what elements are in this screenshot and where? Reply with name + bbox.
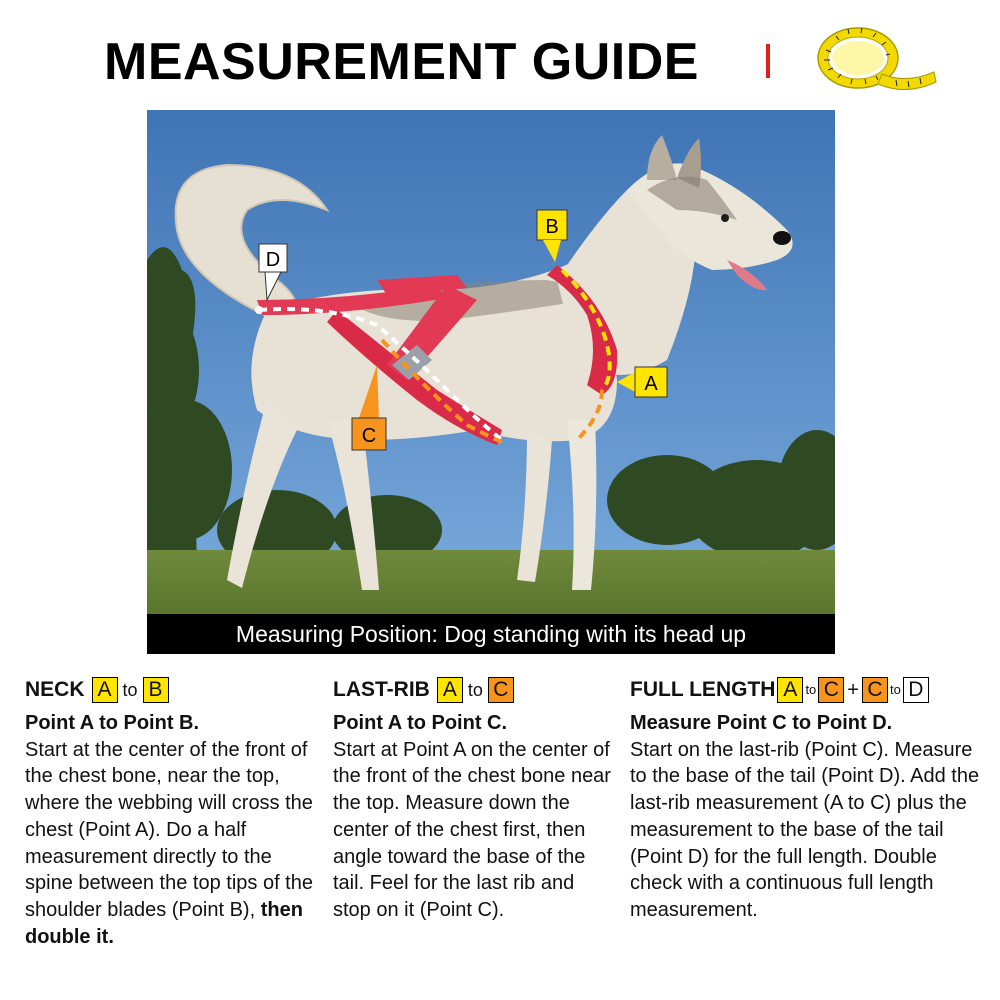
page-title: MEASUREMENT GUIDE	[104, 33, 699, 91]
dog-illustration	[147, 110, 835, 654]
marker-c-label: C	[361, 425, 377, 447]
neck-emphasis: then double it.	[25, 898, 303, 948]
full-length-section	[630, 674, 990, 924]
neck-heading: NECK	[25, 677, 85, 701]
full-length-badge-d: D	[903, 677, 929, 703]
neck-heading-row	[25, 674, 325, 706]
full-length-subtitle: Measure Point C to Point D.	[630, 712, 893, 734]
last-rib-to-badge: C	[488, 677, 514, 703]
full-length-plus: +	[847, 678, 859, 701]
full-length-badge-a: A	[777, 677, 803, 703]
last-rib-heading-row	[333, 674, 613, 706]
neck-body-text: Start at the center of the front of the chest bone, near the top, where the webbing will cross the chest (Point A). Do a half measurement directly to the spine between the top tips of the shoulder blades (Point B),	[25, 738, 313, 921]
last-rib-body: Start at Point A on the center of the front of the chest bone near the top. Measure down the center of the chest first, then angle toward the base of the tail. Feel for the last rib and stop on it (Point C).	[333, 738, 611, 921]
neck-from-badge: A	[92, 677, 118, 703]
title-accent-bar	[766, 44, 770, 78]
full-length-body: Start on the last-rib (Point C). Measure to the base of the tail (Point D). Add the last-rib measurement (A to C) plus the measurement to the base of the tail (Point D) for the full length. Double check with a continuous full length measurement.	[630, 738, 980, 921]
full-length-badge-c2: C	[862, 677, 888, 703]
full-length-connector-1: to	[805, 681, 817, 697]
neck-section	[25, 674, 325, 950]
measuring-tape-icon	[806, 14, 940, 100]
full-length-connector-2: to	[889, 681, 901, 697]
neck-subtitle: Point A to Point B.	[25, 712, 200, 734]
last-rib-subtitle: Point A to Point C.	[333, 712, 508, 734]
last-rib-connector: to	[467, 679, 483, 700]
marker-a-label: A	[644, 373, 658, 395]
last-rib-from-badge: A	[437, 677, 463, 703]
marker-b-label: B	[545, 216, 559, 238]
last-rib-section	[333, 674, 613, 924]
neck-body	[25, 737, 325, 951]
full-length-badge-c1: C	[818, 677, 844, 703]
full-length-heading: FULL LENGTH	[630, 677, 776, 701]
last-rib-heading: LAST-RIB	[333, 677, 430, 701]
full-length-heading-row	[630, 674, 990, 706]
marker-d-label: D	[265, 249, 281, 271]
photo-caption: Measuring Position: Dog standing with its head up	[147, 614, 835, 654]
neck-connector: to	[122, 679, 138, 700]
dog-measurement-photo	[147, 110, 835, 654]
neck-to-badge: B	[143, 677, 169, 703]
